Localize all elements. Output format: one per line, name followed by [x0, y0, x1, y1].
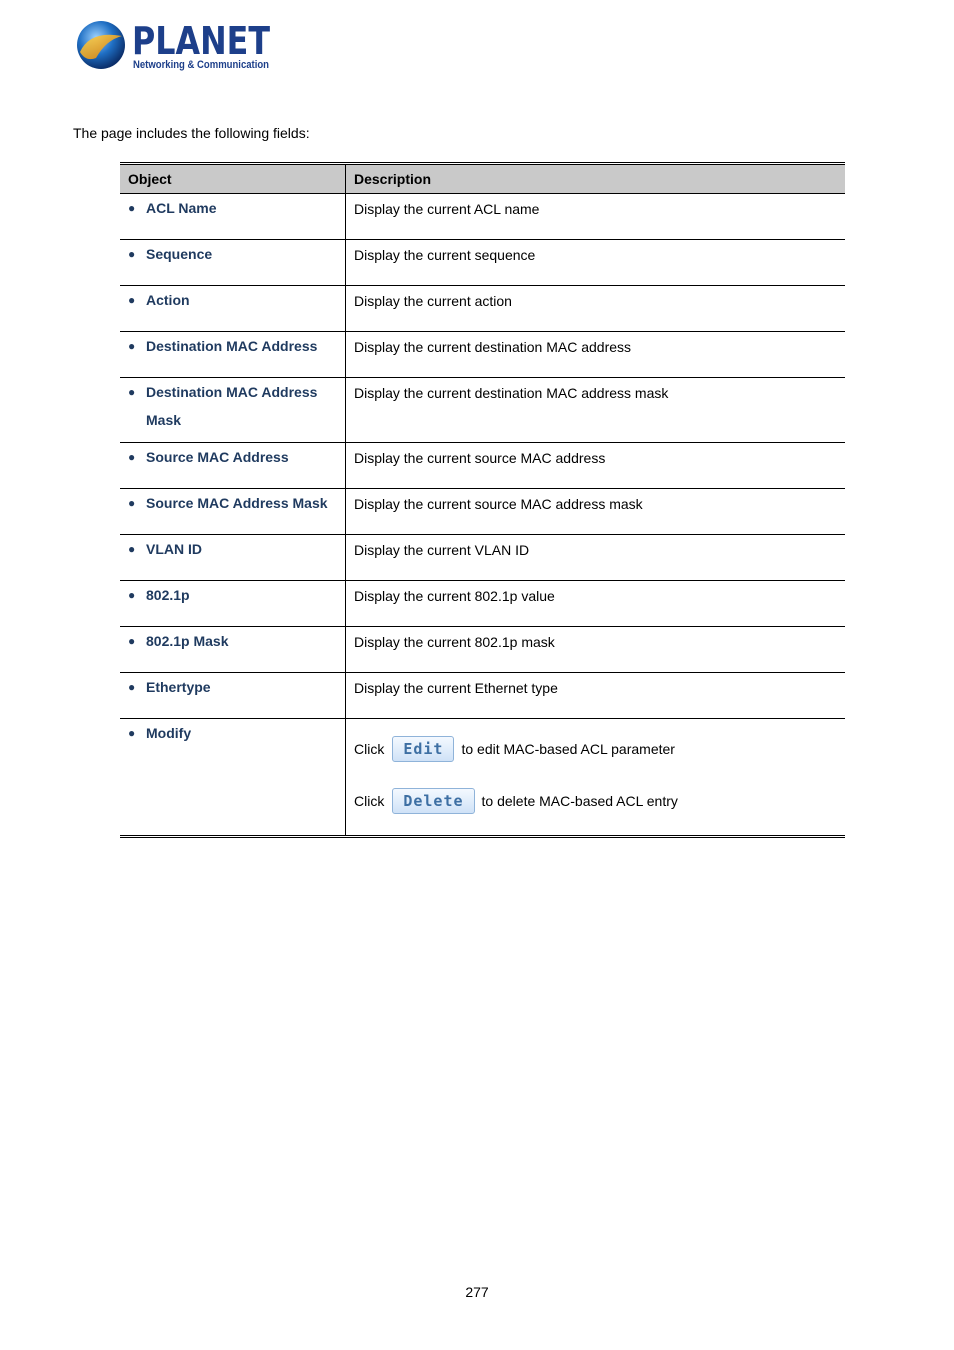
- description-cell: Display the current destination MAC address mask: [346, 378, 846, 443]
- table-row: [120, 286, 845, 332]
- logo-brand: PLANET: [132, 19, 271, 63]
- description-cell: Display the current 802.1p mask: [346, 627, 846, 673]
- object-name: VLAN ID: [146, 541, 202, 557]
- table-row: [120, 627, 845, 673]
- description-cell: Display the current sequence: [346, 240, 846, 286]
- description-cell: Display the current 802.1p value: [346, 581, 846, 627]
- object-name: Source MAC Address Mask: [146, 495, 328, 511]
- bullet-icon: ●: [128, 385, 136, 399]
- bullet-icon: ●: [128, 496, 136, 510]
- bullet-icon: ●: [128, 726, 136, 740]
- edit-line: Click Edit to edit MAC-based ACL parameter: [354, 725, 837, 773]
- description-cell: Display the current source MAC address mask: [346, 489, 846, 535]
- table-row: [120, 332, 845, 378]
- object-name: Sequence: [146, 246, 213, 262]
- table-row: [120, 443, 845, 489]
- object-name: Source MAC Address: [146, 449, 289, 465]
- bullet-icon: ●: [128, 247, 136, 261]
- fields-table: [120, 162, 845, 838]
- bullet-icon: ●: [128, 339, 136, 353]
- object-name: 802.1p: [146, 587, 190, 603]
- edit-button[interactable]: Edit: [392, 736, 454, 762]
- delete-button[interactable]: Delete: [392, 788, 474, 814]
- header-object: Object: [120, 164, 346, 194]
- delete-line: Click Delete to delete MAC-based ACL entry: [354, 773, 837, 829]
- object-name: Destination MAC Address Mask: [146, 384, 318, 428]
- object-name: 802.1p Mask: [146, 633, 229, 649]
- header-description: Description: [346, 164, 846, 194]
- bullet-icon: ●: [128, 293, 136, 307]
- object-name: Modify: [146, 725, 192, 741]
- logo-tagline: Networking & Communication: [133, 59, 270, 71]
- object-name: Action: [146, 292, 190, 308]
- bullet-icon: ●: [128, 450, 136, 464]
- table-row: [120, 194, 845, 240]
- planet-logo: [76, 18, 276, 74]
- description-cell: Display the current source MAC address: [346, 443, 846, 489]
- bullet-icon: ●: [128, 542, 136, 556]
- table-row: [120, 581, 845, 627]
- object-name: ACL Name: [146, 200, 217, 216]
- description-cell: Display the current ACL name: [346, 194, 846, 240]
- bullet-icon: ●: [128, 634, 136, 648]
- bullet-icon: ●: [128, 680, 136, 694]
- table-row: [120, 489, 845, 535]
- table-row: [120, 240, 845, 286]
- page-number: 277: [465, 1284, 489, 1300]
- description-cell: Display the current VLAN ID: [346, 535, 846, 581]
- table-row: [120, 673, 845, 719]
- table-row: [120, 535, 845, 581]
- description-cell: Display the current action: [346, 286, 846, 332]
- intro-text: The page includes the following fields:: [73, 125, 310, 141]
- table-row: [120, 719, 845, 837]
- object-name: Ethertype: [146, 679, 211, 695]
- object-name: Destination MAC Address: [146, 338, 318, 354]
- description-cell: Display the current destination MAC address: [346, 332, 846, 378]
- table-row: [120, 378, 845, 443]
- bullet-icon: ●: [128, 201, 136, 215]
- description-cell: Display the current Ethernet type: [346, 673, 846, 719]
- bullet-icon: ●: [128, 588, 136, 602]
